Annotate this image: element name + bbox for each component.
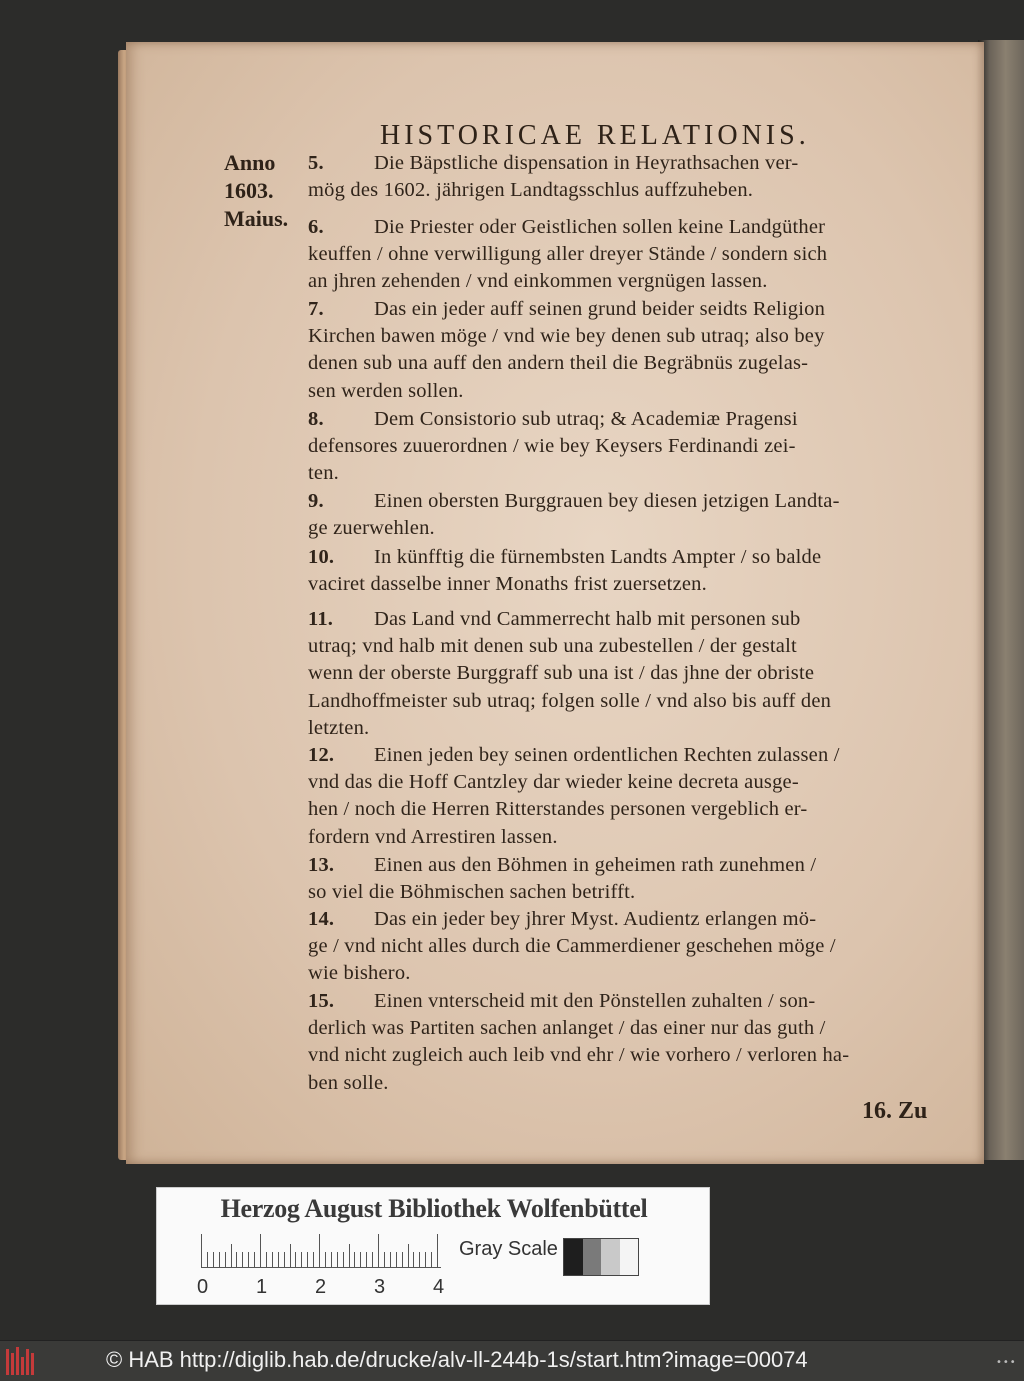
logo-bar <box>11 1353 14 1375</box>
running-head: HISTORICAE RELATIONIS. <box>380 120 810 151</box>
article-line <box>308 906 948 933</box>
ruler-tick <box>231 1244 232 1268</box>
article-number: 10. <box>308 546 335 568</box>
ruler-tick <box>242 1252 243 1268</box>
article-number: 9. <box>308 490 324 512</box>
ruler-tick <box>372 1252 373 1268</box>
article-line <box>308 177 948 204</box>
article-line <box>308 824 948 851</box>
article-line <box>308 323 948 350</box>
gray-swatch <box>601 1239 620 1275</box>
article-item <box>308 406 948 488</box>
article-text: Kirchen bawen möge / vnd wie bey denen sub utraq; also bey <box>308 325 825 348</box>
ruler-tick <box>307 1252 308 1268</box>
article-line <box>308 633 948 660</box>
ruler-tick <box>331 1252 332 1268</box>
article-text: vaciret dasselbe inner Monaths frist zuersetzen. <box>308 573 707 596</box>
article-line <box>308 988 948 1015</box>
logo-bar <box>16 1347 19 1375</box>
ruler-tick <box>201 1234 202 1268</box>
article-text: Die Priester oder Geistlichen sollen keine Landgüther <box>374 216 826 238</box>
gray-scale-swatches <box>563 1238 639 1276</box>
article-line <box>308 488 948 515</box>
ruler-tick <box>248 1252 249 1268</box>
article-text: vnd nicht zugleich auch leib vnd ehr / wie vorhero / verloren ha- <box>308 1044 850 1067</box>
margin-note-year: 1603. <box>224 178 274 203</box>
article-line <box>308 796 948 823</box>
article-line <box>308 688 948 715</box>
margin-note-month: Maius. <box>224 206 289 231</box>
ruler-tick <box>272 1252 273 1268</box>
ruler-tick <box>437 1234 438 1268</box>
ruler-tick <box>225 1252 226 1268</box>
article-line <box>308 296 948 323</box>
scale-number-1: 1 <box>256 1276 268 1298</box>
article-text: an jhren zehenden / vnd einkommen vergnügen lassen. <box>308 270 768 293</box>
scale-number-3: 3 <box>374 1276 386 1298</box>
article-text: Dem Consistorio sub utraq; & Academiæ Pragensi <box>374 408 798 430</box>
article-number: 8. <box>308 408 324 430</box>
ruler-tick <box>254 1252 255 1268</box>
more-icon[interactable]: ••• <box>996 1357 1017 1368</box>
article-number: 7. <box>308 298 324 320</box>
ruler-tick <box>425 1252 426 1268</box>
margin-note-year-label: Anno <box>224 150 276 175</box>
article-line <box>308 571 948 598</box>
scale-number-2: 2 <box>315 1276 327 1298</box>
ruler-tick <box>313 1252 314 1268</box>
facing-page-edge <box>978 40 1024 1160</box>
gray-scale-label: Gray Scale <box>459 1238 558 1260</box>
scale-number-4: 4 <box>433 1276 445 1298</box>
ruler-tick <box>284 1252 285 1268</box>
logo-bar <box>31 1353 34 1375</box>
ruler-tick <box>402 1252 403 1268</box>
color-scale-card <box>156 1187 710 1305</box>
article-line <box>308 1015 948 1042</box>
article-line <box>308 406 948 433</box>
article-text: sen werden sollen. <box>308 379 464 402</box>
ruler <box>201 1234 441 1268</box>
article-text: Das ein jeder auff seinen grund beider seidts Religion <box>374 298 826 320</box>
article-line <box>308 1070 948 1097</box>
article-text: ge / vnd nicht alles durch die Cammerdiener geschehen möge / <box>308 935 836 958</box>
gray-swatch <box>564 1239 583 1275</box>
article-text: utraq; vnd halb mit denen sub una zubestellen / der gestalt <box>308 635 797 658</box>
gray-swatch <box>620 1239 639 1275</box>
article-line <box>308 378 948 405</box>
logo-bar <box>26 1349 29 1375</box>
article-item <box>308 742 948 851</box>
ruler-tick <box>295 1252 296 1268</box>
article-line <box>308 879 948 906</box>
ruler-tick <box>366 1252 367 1268</box>
ruler-tick <box>390 1252 391 1268</box>
article-line <box>308 933 948 960</box>
article-text: In künfftig die fürnembsten Landts Ampter / so balde <box>374 546 822 568</box>
ruler-tick <box>266 1252 267 1268</box>
article-number: 11. <box>308 608 334 630</box>
ruler-tick <box>236 1252 237 1268</box>
article-number: 12. <box>308 744 335 766</box>
article-line <box>308 769 948 796</box>
ruler-tick <box>343 1252 344 1268</box>
ruler-tick <box>301 1252 302 1268</box>
ruler-tick <box>413 1252 414 1268</box>
ruler-tick <box>290 1244 291 1268</box>
article-text: wie bishero. <box>308 962 411 985</box>
footer-bar <box>0 1340 1024 1381</box>
article-line <box>308 544 948 571</box>
article-line <box>308 460 948 487</box>
article-item <box>308 488 948 542</box>
article-line <box>308 1042 948 1069</box>
article-text: Das ein jeder bey jhrer Myst. Audientz erlangen mö- <box>374 908 817 930</box>
copyright-url[interactable]: © HAB http://diglib.hab.de/drucke/alv-ll-244b-1s/start.htm?image=00074 <box>106 1347 808 1372</box>
article-text: ben solle. <box>308 1071 389 1094</box>
ruler-tick <box>431 1252 432 1268</box>
article-item <box>308 296 948 405</box>
article-text: letzten. <box>308 716 370 739</box>
ruler-tick <box>325 1252 326 1268</box>
article-text: fordern vnd Arrestiren lassen. <box>308 825 558 848</box>
article-line <box>308 350 948 377</box>
ruler-tick <box>384 1252 385 1268</box>
logo-bar <box>6 1349 9 1375</box>
article-number: 14. <box>308 908 335 930</box>
hab-logo-icon <box>6 1347 36 1375</box>
ruler-tick <box>396 1252 397 1268</box>
gray-swatch <box>583 1239 602 1275</box>
ruler-tick <box>378 1234 379 1268</box>
article-text: Einen aus den Böhmen in geheimen rath zunehmen / <box>374 854 817 876</box>
article-line <box>308 715 948 742</box>
article-text: Die Bäpstliche dispensation in Heyrathsachen ver- <box>374 152 799 174</box>
article-number: 6. <box>308 216 324 238</box>
article-text: ten. <box>308 462 339 485</box>
article-line <box>308 960 948 987</box>
ruler-tick <box>419 1252 420 1268</box>
article-item <box>308 544 948 598</box>
ruler-tick <box>354 1252 355 1268</box>
scale-number-0: 0 <box>197 1276 209 1298</box>
article-line <box>308 214 948 241</box>
article-line <box>308 742 948 769</box>
article-text: Das Land vnd Cammerrecht halb mit personen sub <box>374 608 801 630</box>
article-text: Einen obersten Burggrauen bey diesen jetzigen Landta- <box>374 490 840 512</box>
ruler-tick <box>278 1252 279 1268</box>
ruler-tick <box>319 1234 320 1268</box>
ruler-tick <box>213 1252 214 1268</box>
article-line <box>308 433 948 460</box>
article-item <box>308 150 948 204</box>
article-number: 15. <box>308 990 335 1012</box>
article-text: keuffen / ohne verwilligung aller dreyer Stände / sondern sich <box>308 243 828 266</box>
ruler-tick <box>219 1252 220 1268</box>
article-item <box>308 988 948 1097</box>
article-text: so viel die Böhmischen sachen betrifft. <box>308 881 636 904</box>
article-line <box>308 241 948 268</box>
article-text: hen / noch die Herren Ritterstandes personen vergeblich er- <box>308 798 808 821</box>
article-line <box>308 150 948 177</box>
ruler-tick <box>360 1252 361 1268</box>
article-text: Einen vnterscheid mit den Pönstellen zuhalten / son- <box>374 990 816 1012</box>
article-item <box>308 606 948 742</box>
article-text: Einen jeden bey seinen ordentlichen Rechten zulassen / <box>374 744 840 766</box>
article-line <box>308 852 948 879</box>
article-text: mög des 1602. jährigen Landtagsschlus auffzuheben. <box>308 179 754 202</box>
article-item <box>308 906 948 988</box>
ruler-tick <box>408 1244 409 1268</box>
article-number: 13. <box>308 854 335 876</box>
article-item <box>308 852 948 906</box>
article-text: defensores zuuerordnen / wie bey Keysers Ferdinandi zei- <box>308 435 796 458</box>
article-line <box>308 268 948 295</box>
article-text: ge zuerwehlen. <box>308 517 435 540</box>
ruler-tick <box>337 1252 338 1268</box>
article-item <box>308 214 948 296</box>
ruler-tick <box>207 1252 208 1268</box>
article-text: wenn der oberste Burggraff sub una ist / das jhne der obriste <box>308 662 815 685</box>
article-text: denen sub una auff den andern theil die Begräbnüs zugelas- <box>308 352 809 375</box>
article-line <box>308 515 948 542</box>
article-text: Landhoffmeister sub utraq; folgen solle / vnd also bis auff den <box>308 689 832 712</box>
article-text: vnd das die Hoff Cantzley dar wieder keine decreta ausge- <box>308 771 799 794</box>
logo-bar <box>21 1357 24 1375</box>
article-line <box>308 606 948 633</box>
library-name: Herzog August Bibliothek Wolfenbüttel <box>220 1194 648 1223</box>
article-number: 5. <box>308 152 324 174</box>
ruler-tick <box>349 1244 350 1268</box>
article-line <box>308 660 948 687</box>
catchword: 16. Zu <box>862 1098 928 1124</box>
ruler-tick <box>260 1234 261 1268</box>
article-text: derlich was Partiten sachen anlanget / das einer nur das guth / <box>308 1017 826 1040</box>
